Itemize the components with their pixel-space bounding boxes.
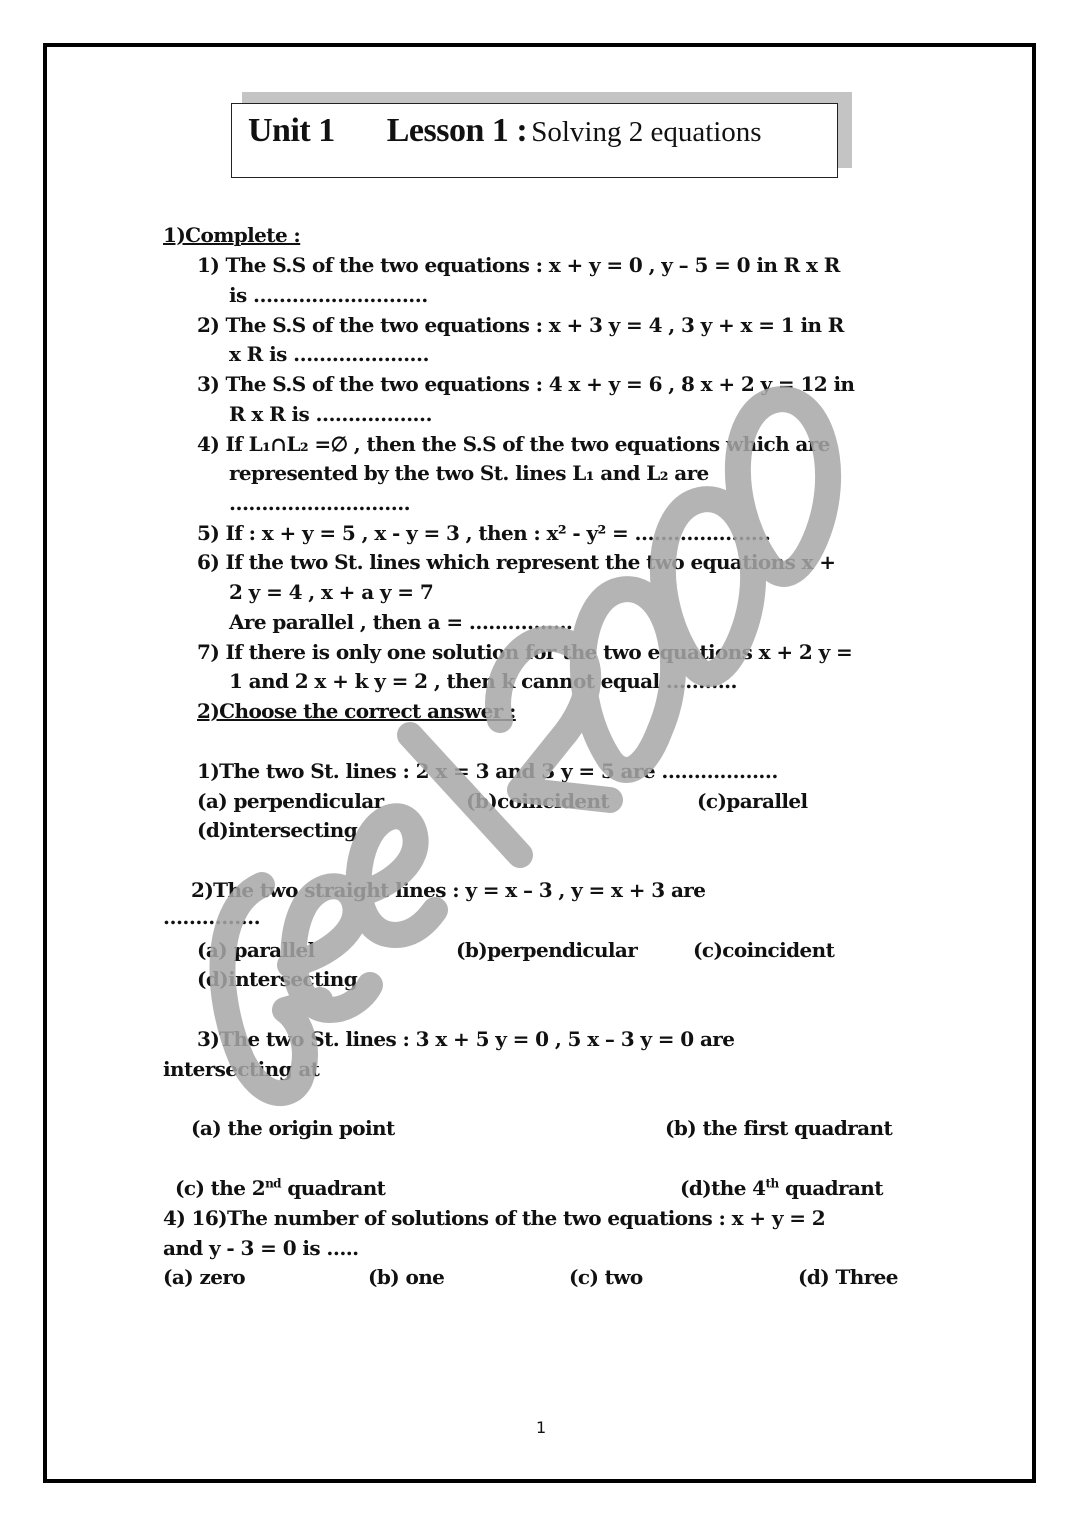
- page-number: 1: [536, 1418, 547, 1437]
- mcq-option-d: (d)the 4th quadrant: [680, 1176, 883, 1200]
- question-line: 1) The S.S of the two equations : x + y = 0 , y – 5 = 0 in R x R: [197, 253, 840, 277]
- answer-blank: ……………………….: [229, 491, 410, 515]
- mcq-question: 3)The two St. lines : 3 x + 5 y = 0 , 5 x – 3 y = 0 are: [197, 1027, 735, 1051]
- section-heading-complete: 1)Complete :: [163, 223, 301, 247]
- mcq-option-b: (b) the first quadrant: [665, 1116, 893, 1140]
- lesson-label: Lesson 1 :: [386, 112, 528, 149]
- question-line: 2 y = 4 , x + a y = 7: [229, 580, 434, 604]
- mcq-question: 1)The two St. lines : 2 x = 3 and 3 y = 5 are ………………: [197, 759, 778, 783]
- mcq-option-a: (a) zero: [163, 1265, 246, 1289]
- mcq-question: 4) 16)The number of solutions of the two equations : x + y = 2: [163, 1206, 826, 1230]
- mcq-option-c: (c) the 2nd quadrant: [175, 1176, 386, 1200]
- mcq-option-a: (a) parallel: [197, 938, 315, 962]
- mcq-question-cont: intersecting at: [163, 1057, 320, 1081]
- mcq-question-cont: and y - 3 = 0 is …..: [163, 1236, 359, 1260]
- title-box: [231, 103, 838, 178]
- question-line: 4) If L₁∩L₂ =∅ , then the S.S of the two equations which are: [197, 432, 830, 456]
- question-line: 3) The S.S of the two equations : 4 x + y = 6 , 8 x + 2 y = 12 in: [197, 372, 855, 396]
- mcq-option-a: (a) perpendicular: [197, 789, 384, 813]
- question-line: 6) If the two St. lines which represent the two equations x +: [197, 550, 836, 574]
- mcq-option-c: (c) two: [569, 1265, 643, 1289]
- mcq-question: 2)The two straight lines : y = x – 3 , y = x + 3 are: [191, 878, 706, 902]
- mcq-option-d: (d)intersecting: [197, 818, 358, 842]
- question-line: represented by the two St. lines L₁ and L₂ are: [229, 461, 709, 485]
- mcq-option-a: (a) the origin point: [191, 1116, 395, 1140]
- lesson-subtitle: Solving 2 equations: [531, 116, 762, 148]
- question-line: 5) If : x + y = 5 , x - y = 3 , then : x² - y² = …………………: [197, 521, 771, 545]
- unit-label: Unit 1: [248, 112, 335, 149]
- mcq-option-c: (c)parallel: [697, 789, 808, 813]
- mcq-option-b: (b)perpendicular: [456, 938, 638, 962]
- question-line: 7) If there is only one solution for the two equations x + 2 y =: [197, 640, 853, 664]
- mcq-option-b: (b)coincident: [466, 789, 610, 813]
- answer-blank: ……………: [163, 905, 261, 929]
- mcq-option-d: (d) Three: [798, 1265, 898, 1289]
- question-line: is ………………………: [229, 283, 428, 307]
- mcq-option-c: (c)coincident: [693, 938, 835, 962]
- question-line: 2) The S.S of the two equations : x + 3 y = 4 , 3 y + x = 1 in R: [197, 313, 844, 337]
- question-line: Are parallel , then a = …………….: [229, 610, 573, 634]
- question-line: R x R is ………………: [229, 402, 432, 426]
- question-line: x R is …………………: [229, 342, 429, 366]
- page-title: [248, 112, 762, 150]
- mcq-option-b: (b) one: [368, 1265, 445, 1289]
- section-heading-choose: 2)Choose the correct answer :: [197, 699, 516, 723]
- question-line: 1 and 2 x + k y = 2 , then k cannot equal ………..: [229, 669, 737, 693]
- mcq-option-d: (d)intersecting: [197, 967, 358, 991]
